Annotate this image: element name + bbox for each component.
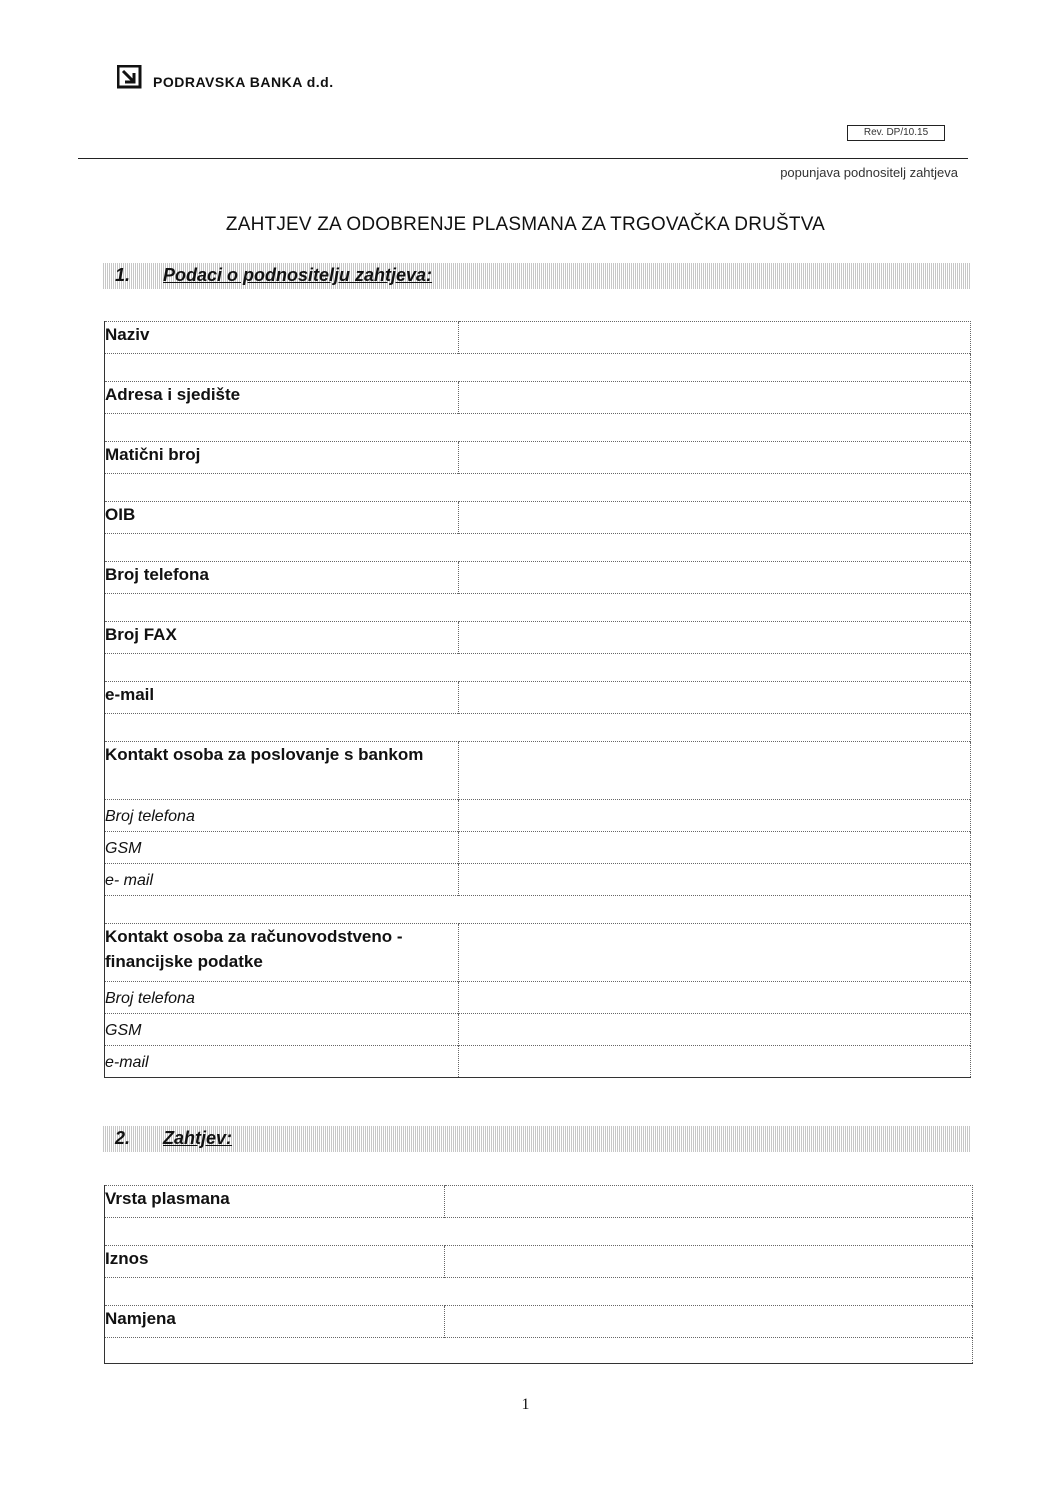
- placement-type-field[interactable]: [445, 1186, 973, 1218]
- purpose-field[interactable]: [445, 1306, 973, 1338]
- table-row: [105, 832, 971, 864]
- spacer-row: [105, 896, 971, 924]
- field-label: Broj telefona: [105, 800, 459, 832]
- field-label: GSM: [105, 1014, 459, 1046]
- podravska-banka-logo-icon: [117, 65, 143, 89]
- table-row: [105, 742, 971, 800]
- table-row: [105, 1186, 973, 1218]
- field-label: Naziv: [105, 322, 459, 354]
- table-row: [105, 800, 971, 832]
- table-row: [105, 442, 971, 474]
- field-label: Matični broj: [105, 442, 459, 474]
- business-contact-gsm-field[interactable]: [459, 832, 971, 864]
- table-row: [105, 1014, 971, 1046]
- field-label: e- mail: [105, 864, 459, 896]
- business-contact-email-field[interactable]: [459, 864, 971, 896]
- field-label: Broj telefona: [105, 982, 459, 1014]
- spacer-row: [105, 534, 971, 562]
- form-title: ZAHTJEV ZA ODOBRENJE PLASMANA ZA TRGOVAČKA DRUŠTVA: [225, 214, 826, 235]
- table-row: [105, 924, 971, 982]
- field-label: Kontakt osoba za računovodstveno - financijske podatke: [105, 924, 459, 982]
- revision-code: Rev. DP/10.15: [847, 125, 945, 141]
- naziv-field[interactable]: [459, 322, 971, 354]
- oib-field[interactable]: [459, 502, 971, 534]
- field-label: Kontakt osoba za poslovanje s bankom: [105, 742, 459, 800]
- table-row: [105, 502, 971, 534]
- spacer-row: [105, 414, 971, 442]
- accounting-contact-email-field[interactable]: [459, 1046, 971, 1078]
- field-label: e-mail: [105, 682, 459, 714]
- field-label: Broj telefona: [105, 562, 459, 594]
- field-label: GSM: [105, 832, 459, 864]
- table-row: [105, 982, 971, 1014]
- section-1-header: [103, 263, 971, 289]
- field-label: OIB: [105, 502, 459, 534]
- email-field[interactable]: [459, 682, 971, 714]
- section-2-heading: Zahtjev:: [163, 1128, 233, 1148]
- business-contact-field[interactable]: [459, 742, 971, 800]
- spacer-row: [105, 714, 971, 742]
- field-label: Broj FAX: [105, 622, 459, 654]
- section-1-number: 1.: [115, 265, 131, 285]
- accounting-contact-phone-field[interactable]: [459, 982, 971, 1014]
- registration-number-field[interactable]: [459, 442, 971, 474]
- field-label: Vrsta plasmana: [105, 1186, 445, 1218]
- table-row: [105, 622, 971, 654]
- header-divider: [78, 158, 968, 159]
- phone-field[interactable]: [459, 562, 971, 594]
- table-row: [105, 1246, 973, 1278]
- spacer-row: [105, 1218, 973, 1246]
- section-1-heading: Podaci o podnositelju zahtjeva:: [163, 265, 433, 285]
- section-2-number: 2.: [115, 1128, 131, 1148]
- field-label: Iznos: [105, 1246, 445, 1278]
- accounting-contact-gsm-field[interactable]: [459, 1014, 971, 1046]
- applicant-data-table: [104, 321, 971, 1078]
- amount-field[interactable]: [445, 1246, 973, 1278]
- field-label: Namjena: [105, 1306, 445, 1338]
- table-row: [105, 864, 971, 896]
- address-field[interactable]: [459, 382, 971, 414]
- bank-name: PODRAVSKA BANKA d.d.: [153, 74, 334, 90]
- bank-logo: [117, 64, 334, 90]
- request-table: [104, 1185, 973, 1364]
- field-label: Adresa i sjedište: [105, 382, 459, 414]
- table-row: [105, 322, 971, 354]
- table-row: [105, 1046, 971, 1078]
- table-row: [105, 682, 971, 714]
- spacer-row: [105, 474, 971, 502]
- spacer-row: [105, 1338, 973, 1364]
- table-row: [105, 1306, 973, 1338]
- spacer-row: [105, 654, 971, 682]
- business-contact-phone-field[interactable]: [459, 800, 971, 832]
- page-number: 1: [521, 1396, 530, 1413]
- spacer-row: [105, 1278, 973, 1306]
- spacer-row: [105, 354, 971, 382]
- field-label: e-mail: [105, 1046, 459, 1078]
- fax-field[interactable]: [459, 622, 971, 654]
- section-2-header: [103, 1126, 971, 1152]
- table-row: [105, 562, 971, 594]
- accounting-contact-field[interactable]: [459, 924, 971, 982]
- spacer-row: [105, 594, 971, 622]
- table-row: [105, 382, 971, 414]
- fill-note: popunjava podnositelj zahtjeva: [780, 165, 958, 180]
